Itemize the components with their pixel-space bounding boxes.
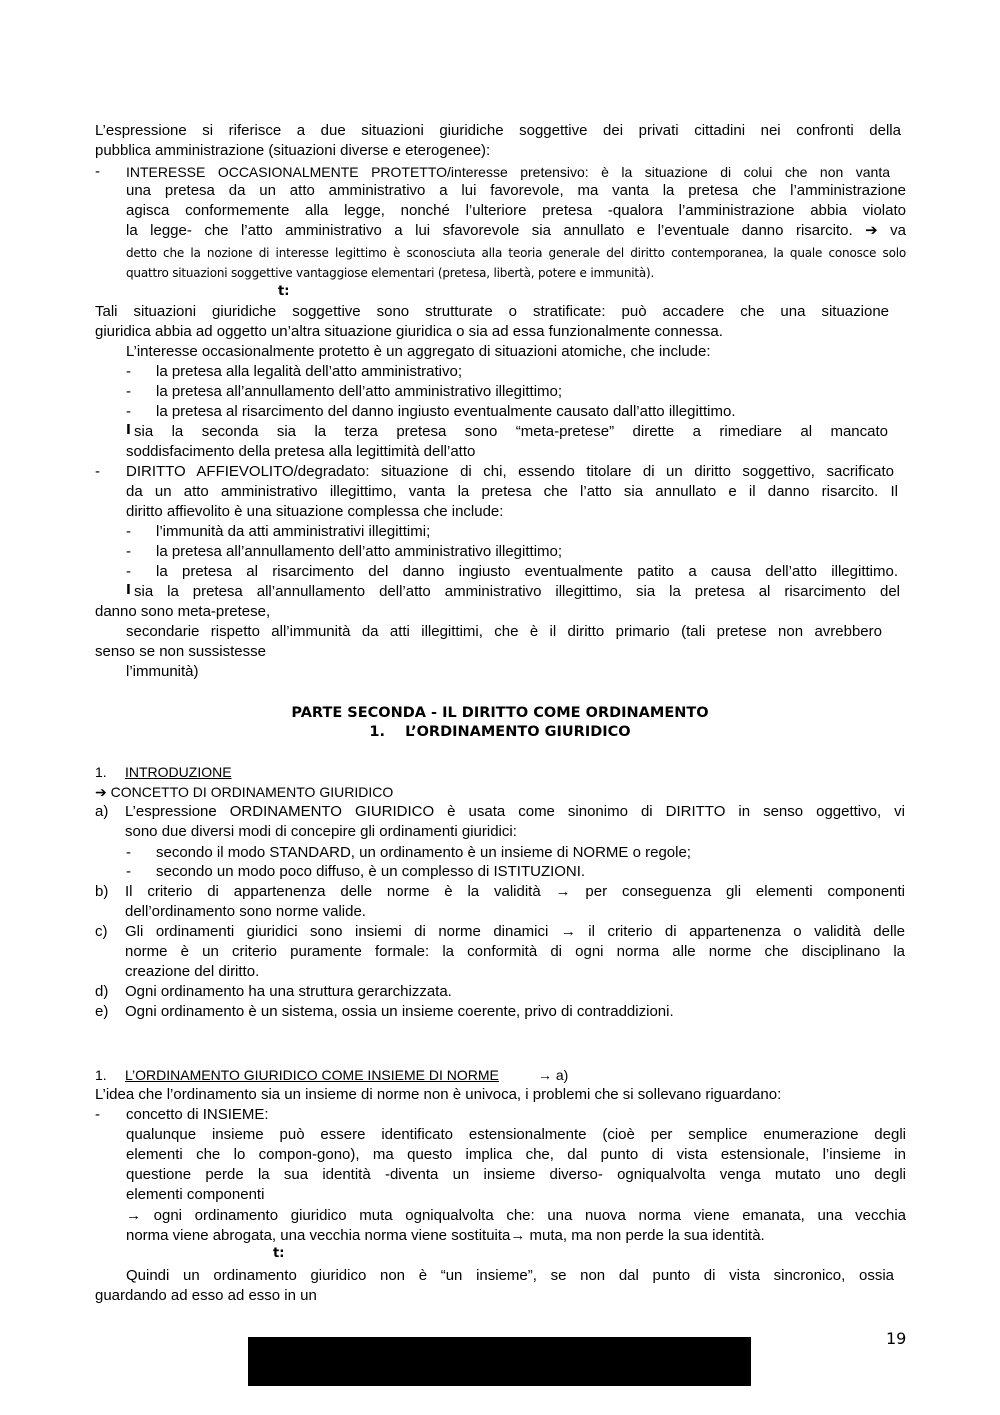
text-line: Ogni ordinamento è un sistema, ossia un insieme coerente, privo di contraddizioni. [125, 1003, 674, 1020]
list-item: l’immunità da atti amministrativi illegittimi; [156, 523, 431, 540]
subsection-title: INTRODUZIONE [125, 764, 232, 780]
list-letter: e) [95, 1003, 109, 1020]
text-line: diritto affievolito è una situazione complessa che include: [126, 503, 504, 520]
text-line: INTERESSE OCCASIONALMENTE PROTETTO/interesse pretensivo: è la situazione di colui che non vanta [126, 164, 890, 180]
text-line: l’immunità) [126, 663, 199, 680]
text-line: → ogni ordinamento giuridico muta ogniqualvolta che: una nuova norma viene emanata, una vecchia [126, 1207, 906, 1224]
text-line: quattro situazioni soggettive vantaggiose elementari (pretesa, libertà, potere e immunità). [126, 266, 655, 280]
section-heading: PARTE SECONDA - IL DIRITTO COME ORDINAMENTO [291, 705, 709, 721]
text-line: Quindi un ordinamento giuridico non è “un insieme”, se non dal punto di vista sincronico, ossia [126, 1267, 894, 1284]
list-dash: - [126, 383, 131, 400]
text-line: agisca conformemente alla legge, nonché l’ulteriore pretesa -qualora l’amministrazione abbia violato [126, 202, 906, 219]
list-item: secondo il modo STANDARD, un ordinamento è un insieme di NORME o regole; [156, 844, 691, 861]
list-dash: - [95, 163, 100, 180]
text-line: DIRITTO AFFIEVOLITO/degradato: situazione di chi, essendo titolare di un diritto soggettivo, sacrificato [126, 463, 894, 480]
bullet-mark: I [126, 423, 131, 438]
text-line: qualunque insieme può essere identificato estensionalmente (cioè per semplice enumerazione degli [126, 1126, 906, 1143]
list-item: la pretesa alla legalità dell’atto amministrativo; [156, 363, 462, 380]
concept-title: ➔ CONCETTO DI ORDINAMENTO GIURIDICO [95, 784, 394, 800]
list-dash: - [126, 543, 131, 560]
section-number: 1. [95, 1067, 107, 1083]
chapter-heading: 1. L’ORDINAMENTO GIURIDICO [369, 724, 631, 740]
list-letter: c) [95, 923, 108, 940]
text-line: una pretesa da un atto amministrativo a lui favorevole, ma vanta la pretesa che l’amministrazione [126, 182, 906, 199]
text-line: Ogni ordinamento ha una struttura gerarchizzata. [125, 983, 452, 1000]
list-dash: - [126, 844, 131, 861]
text-line: da un atto amministrativo illegittimo, vanta la pretesa che l’atto sia annullato e il danno risarcito. Il [126, 483, 898, 500]
subsection-ref: → a) [538, 1067, 569, 1083]
list-letter: a) [95, 803, 109, 820]
tick-mark: t: [278, 284, 290, 299]
text-line: la legge- che l’atto amministrativo a lui sfavorevole sia annullato e l’eventuale danno risarcito. ➔ va [126, 222, 906, 239]
list-item: la pretesa al risarcimento del danno ingiusto eventualmente patito a causa dell’atto illegittimo. [156, 563, 898, 580]
text-line: Gli ordinamenti giuridici sono insiemi di norme dinamici → il criterio di appartenenza o validità delle [125, 923, 905, 940]
list-dash: - [126, 563, 131, 580]
text-line: concetto di INSIEME: [126, 1106, 269, 1123]
text-line: Tali situazioni giuridiche soggettive sono strutturate o stratificate: può accadere che una situazione [95, 303, 889, 320]
text-line: guardando ad esso ad esso in un [95, 1287, 317, 1304]
page-number: 19 [886, 1329, 907, 1348]
list-dash: - [126, 363, 131, 380]
text-line: Il criterio di appartenenza delle norme è la validità → per conseguenza gli elementi componenti [125, 883, 905, 900]
text-line: giuridica abbia ad oggetto un’altra situazione giuridica o sia ad essa funzionalmente connessa. [95, 323, 723, 340]
text-line: L’espressione ORDINAMENTO GIURIDICO è usata come sinonimo di DIRITTO in senso oggettivo, vi [125, 803, 905, 820]
list-item: la pretesa al risarcimento del danno ingiusto eventualmente causato dall’atto illegittimo. [156, 403, 736, 420]
text-line: dell’ordinamento sono norme valide. [125, 903, 366, 920]
text-line: norma viene abrogata, una vecchia norma viene sostituita→ muta, ma non perde la sua identità. [126, 1227, 765, 1244]
list-item: la pretesa all’annullamento dell’atto amministrativo illegittimo; [156, 383, 563, 400]
bullet-mark: I [126, 583, 131, 598]
text-line: L’interesse occasionalmente protetto è un aggregato di situazioni atomiche, che include: [126, 343, 711, 360]
list-dash: - [126, 403, 131, 420]
section-number: 1. [95, 764, 107, 780]
list-item: secondo un modo poco diffuso, è un complesso di ISTITUZIONI. [156, 863, 586, 880]
text-line: danno sono meta-pretese, [95, 603, 271, 620]
text-line: questione perde la sua identità -diventa un insieme diverso- ogniqualvolta venga mutato uno degli [126, 1166, 906, 1183]
list-item: la pretesa all’annullamento dell’atto amministrativo illegittimo; [156, 543, 563, 560]
list-dash: - [95, 1106, 100, 1123]
text-line: L’espressione si riferisce a due situazioni giuridiche soggettive dei privati cittadini nei confronti della [95, 122, 901, 139]
tick-mark: t: [273, 1246, 285, 1261]
list-dash: - [126, 523, 131, 540]
text-line: pubblica amministrazione (situazioni diverse e eterogenee): [95, 142, 491, 159]
list-letter: d) [95, 983, 109, 1000]
text-line: L’idea che l’ordinamento sia un insieme di norme non è univoca, i problemi che si sollevano riguardano: [95, 1086, 782, 1103]
text-line: creazione del diritto. [125, 963, 260, 980]
text-line: senso se non sussistesse [95, 643, 266, 660]
redaction-bar [248, 1337, 751, 1386]
text-line: secondarie rispetto all’immunità da atti illegittimi, che è il diritto primario (tali pretese non avrebbero [126, 623, 882, 640]
subsection-title: L’ORDINAMENTO GIURIDICO COME INSIEME DI NORME [125, 1067, 499, 1083]
text-line: elementi che lo compon-gono), ma questo implica che, dal punto di vista estensionale, l’insieme in [126, 1146, 906, 1163]
text-line: norme è un criterio puramente formale: la conformità di ogni norma alle norme che disciplinano la [125, 943, 905, 960]
text-line: soddisfacimento della pretesa alla legittimità dell’atto [126, 443, 476, 460]
list-letter: b) [95, 883, 109, 900]
text-line: sono due diversi modi di concepire gli ordinamenti giuridici: [125, 823, 517, 840]
text-line: sia la pretesa all’annullamento dell’atto amministrativo illegittimo, sia la pretesa al risarcimento del [134, 583, 900, 600]
text-line: elementi componenti [126, 1186, 265, 1203]
text-line: detto che la nozione di interesse legittimo è sconosciuta alla teoria generale del diritto contemporanea, la quale conosce solo [126, 246, 906, 260]
list-dash: - [95, 463, 100, 480]
text-line: sia la seconda sia la terza pretesa sono “meta-pretese” dirette a rimediare al mancato [134, 423, 888, 440]
list-dash: - [126, 863, 131, 880]
